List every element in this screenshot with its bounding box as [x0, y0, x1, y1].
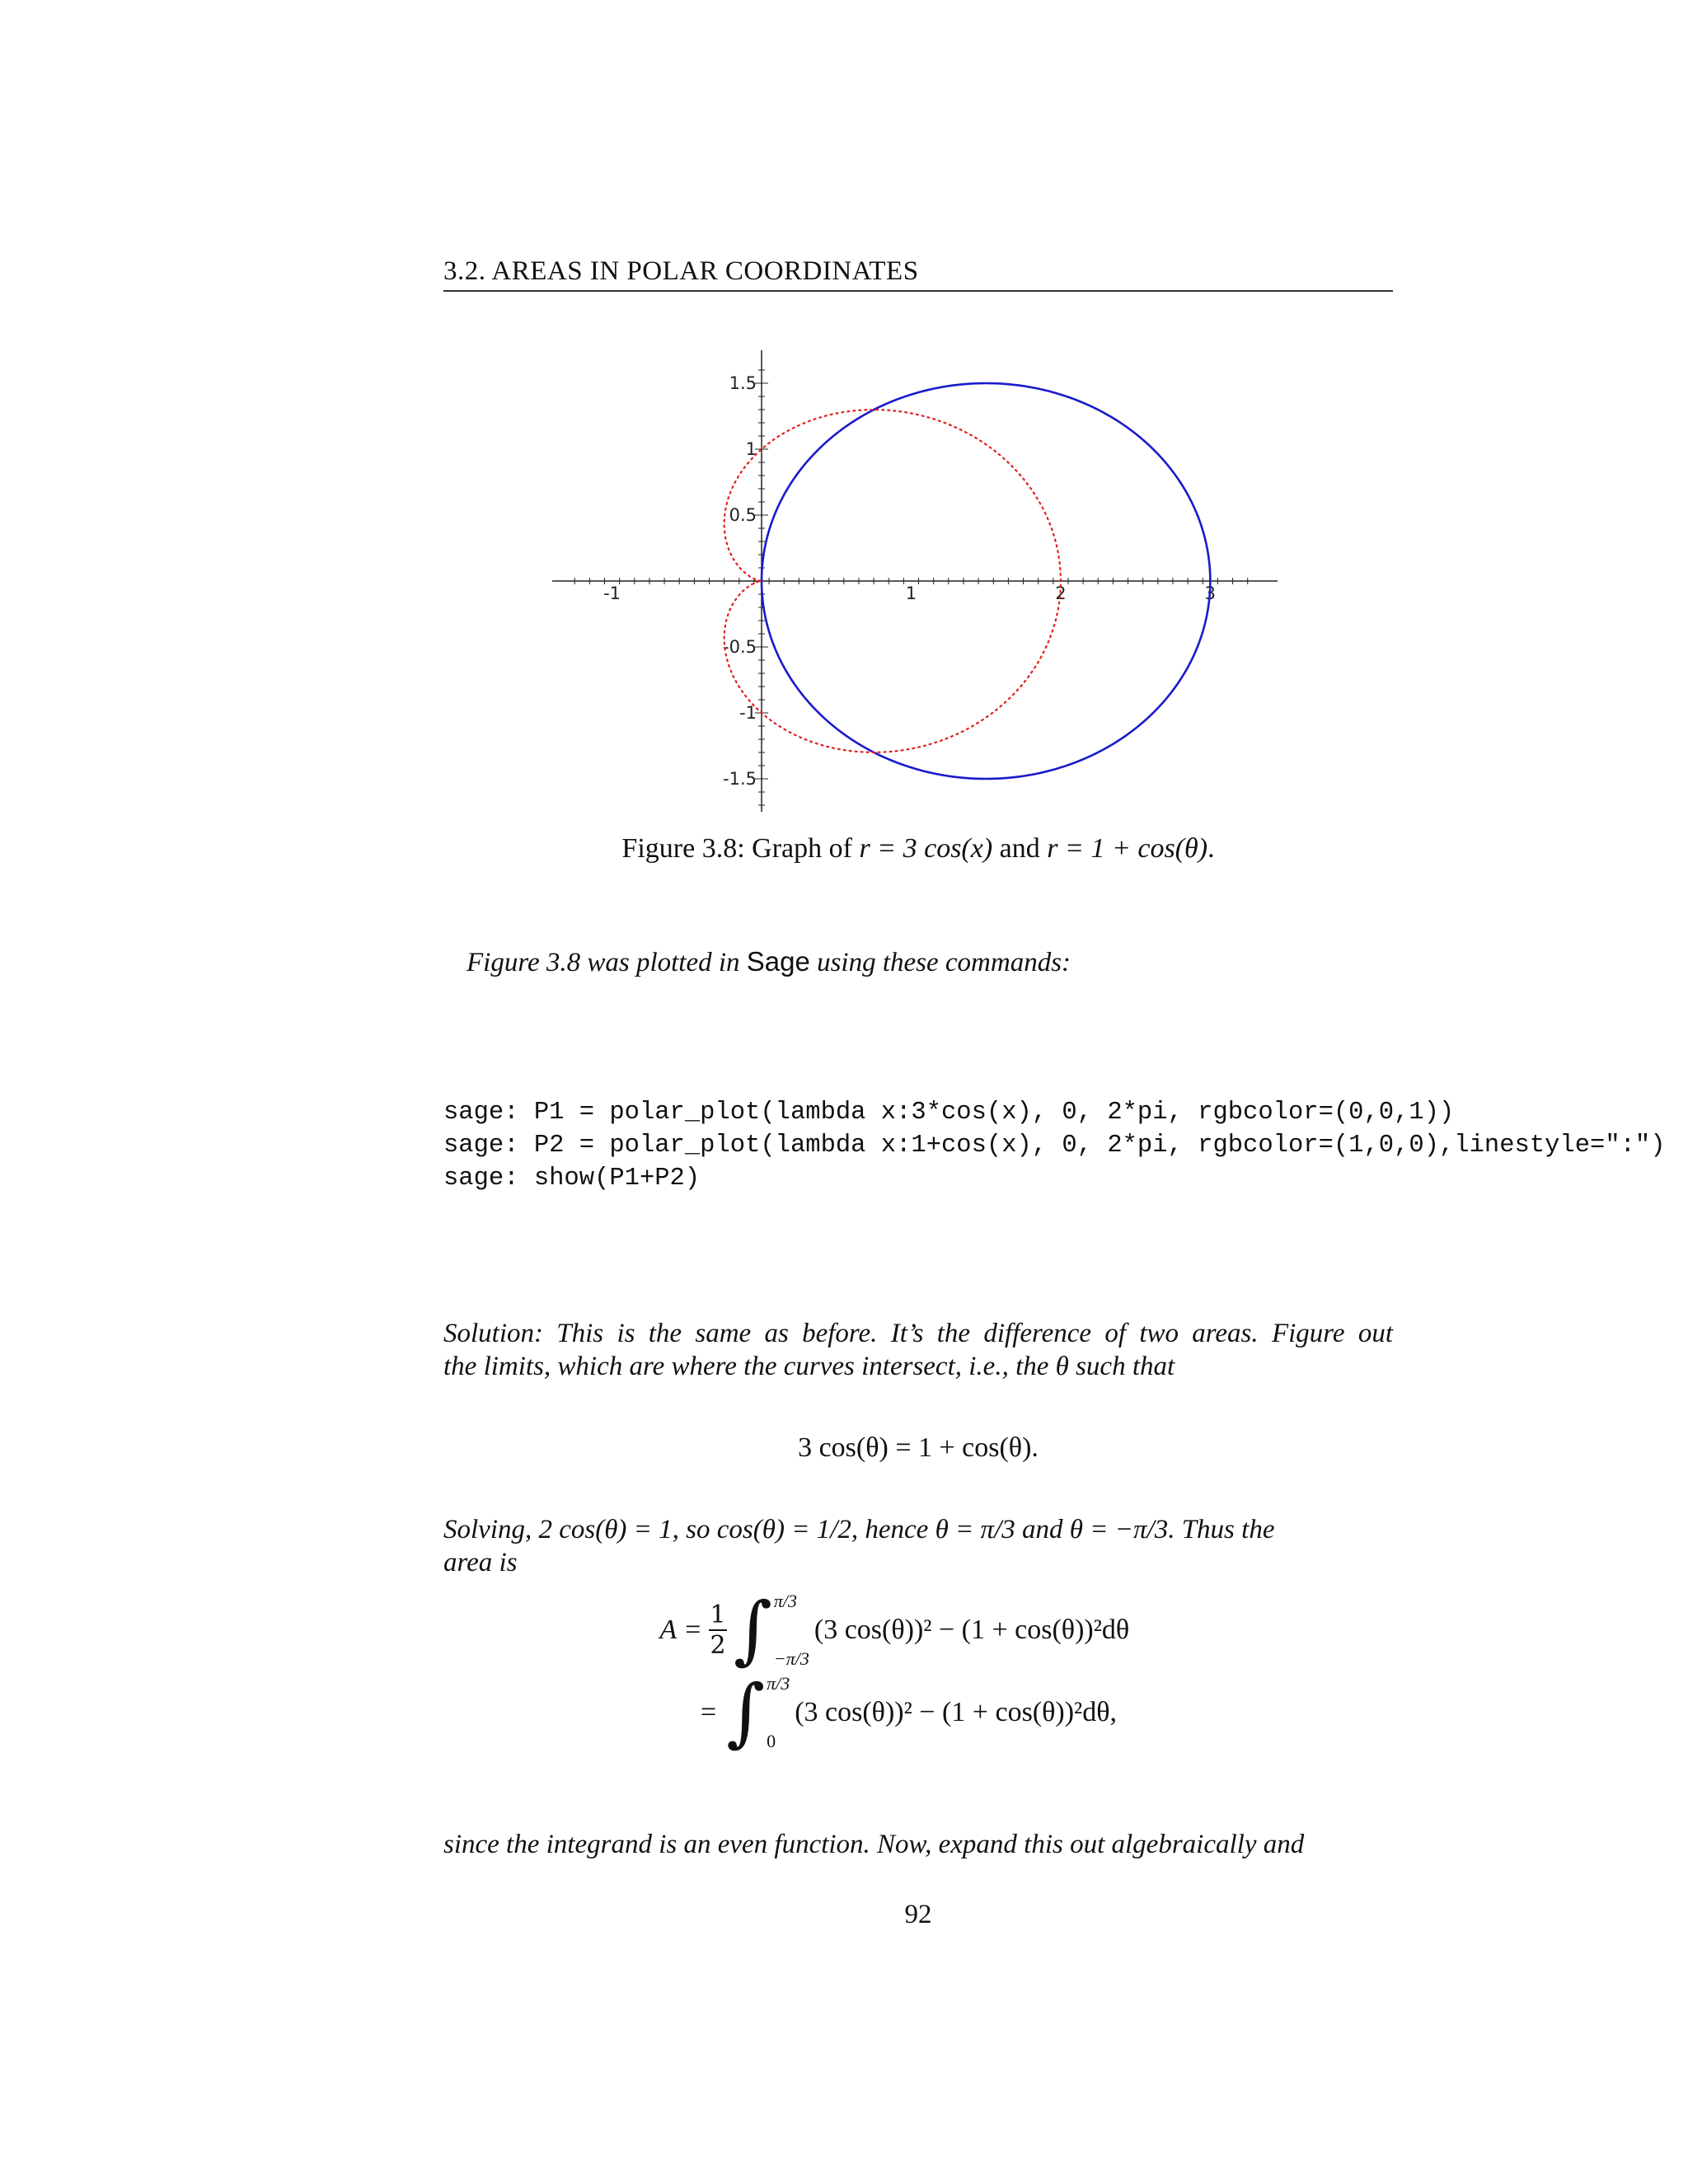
page-number: 92	[904, 1900, 932, 1929]
lower-limit-1: −π/3	[773, 1648, 809, 1669]
caption-text-c: .	[1207, 833, 1215, 864]
plot-axes	[552, 350, 1278, 812]
code-line-1: sage: P1 = polar_plot(lambda x:3*cos(x), 0, 2*pi, rgbcolor=(0,0,1))	[443, 1099, 1455, 1127]
integral-row-1	[659, 1586, 1130, 1673]
y-tick-label: 1	[745, 439, 757, 459]
running-header: 3.2. AREAS IN POLAR COORDINATES	[443, 256, 919, 286]
figure-caption	[443, 833, 1393, 865]
since-paragraph: since the integrand is an even function. Now, expand this out algebraically and	[443, 1830, 1305, 1859]
caption-math-a: r = 3 cos(x)	[859, 833, 993, 864]
one-half-fraction	[709, 1601, 727, 1660]
caption-text-b: and	[992, 833, 1048, 864]
integral-lhs: A =	[659, 1615, 702, 1645]
code-block	[443, 1096, 1666, 1195]
x-tick-label: 3	[1204, 583, 1217, 603]
upper-limit-2: π/3	[767, 1673, 790, 1694]
code-line-3: sage: show(P1+P2)	[443, 1165, 701, 1193]
half-numerator: 1	[710, 1601, 726, 1629]
solving-paragraph	[443, 1513, 1393, 1579]
y-tick-label: 0.5	[729, 505, 757, 525]
lower-limit-2: 0	[767, 1731, 776, 1751]
y-tick-label: 1.5	[729, 373, 757, 393]
half-denominator: 2	[710, 1631, 726, 1660]
integral-sign-icon: ∫	[726, 1669, 766, 1755]
integral-limits-2	[767, 1673, 790, 1752]
y-tick-label: -1	[739, 703, 757, 723]
caption-label: Figure 3.8:	[621, 833, 745, 864]
header-rule	[443, 290, 1393, 292]
solving-line-1: Solving, 2 cos(θ) = 1, so cos(θ) = 1/2, hence θ = π/3 and θ = −π/3. Thus the	[443, 1515, 1275, 1544]
polar-plot-figure	[552, 350, 1278, 812]
integrand-2: (3 cos(θ))² − (1 + cos(θ))²dθ,	[795, 1697, 1118, 1727]
integral-row-2	[701, 1669, 1129, 1755]
intersection-equation: 3 cos(θ) = 1 + cos(θ).	[798, 1432, 1039, 1463]
integral-equals: =	[701, 1697, 717, 1727]
y-tick-label: -0.5	[723, 637, 757, 657]
sage-text-before: Figure 3.8 was plotted in	[467, 948, 747, 977]
sage-software-name: Sage	[746, 946, 810, 977]
code-line-2: sage: P2 = polar_plot(lambda x:1+cos(x), 0, 2*pi, rgbcolor=(1,0,0),linestyle=":")	[443, 1132, 1666, 1160]
caption-text-a: Graph of	[744, 833, 860, 864]
y-tick-label: -1.5	[723, 769, 757, 789]
solution-line-2: the limits, which are where the curves intersect, i.e., the θ such that	[443, 1352, 1175, 1381]
solving-line-2: area is	[443, 1548, 518, 1577]
sage-text-after: using these commands:	[809, 948, 1071, 977]
solution-paragraph	[443, 1317, 1393, 1383]
sage-paragraph	[467, 946, 1071, 978]
plot-ticks	[574, 370, 1247, 805]
upper-limit-1: π/3	[773, 1591, 798, 1611]
integrand-1: (3 cos(θ))² − (1 + cos(θ))²dθ	[814, 1615, 1130, 1645]
integral-limits-1	[774, 1591, 809, 1670]
x-tick-label: 2	[1055, 583, 1067, 603]
integral-sign-icon: ∫	[734, 1586, 772, 1673]
x-tick-label: 1	[905, 583, 917, 603]
x-tick-label: -1	[603, 583, 621, 603]
solution-line-1: Solution: This is the same as before. It’s the difference of two areas. Figure out	[443, 1319, 1393, 1348]
caption-math-b: r = 1 + cos(θ)	[1047, 833, 1208, 864]
area-integral	[659, 1586, 1130, 1755]
